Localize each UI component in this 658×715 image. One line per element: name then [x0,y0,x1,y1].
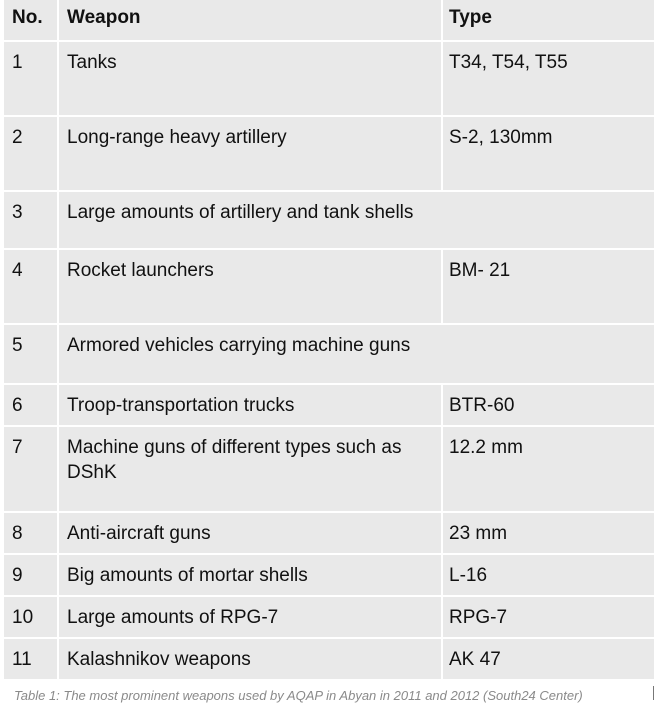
table-row [4,427,654,513]
row-weapon: Anti-aircraft guns [67,523,211,544]
table-row [4,250,654,325]
row-weapon: Troop-transportation trucks [67,395,295,416]
row-type: AK 47 [449,649,501,670]
header-type: Type [449,7,492,28]
table-caption: Table 1: The most prominent weapons used by AQAP in Abyan in 2011 and 2012 (South24 Center) [14,688,583,703]
table-row [4,639,654,681]
row-weapon: Rocket launchers [67,260,214,281]
row-weapon: Large amounts of artillery and tank shells [67,202,414,223]
row-type: BTR-60 [449,395,515,416]
row-no: 1 [12,52,23,73]
table-row [4,597,654,639]
header-no: No. [12,7,43,28]
row-type: S-2, 130mm [449,127,553,148]
row-type: 23 mm [449,523,508,544]
table-row [4,42,654,117]
table-row [4,555,654,597]
row-no: 2 [12,127,23,148]
table-row [4,385,654,427]
row-type: L-16 [449,565,488,586]
row-no: 8 [12,523,23,544]
table-row [4,325,654,385]
row-no: 3 [12,202,23,223]
table-header-row [4,0,654,42]
row-weapon: Kalashnikov weapons [67,649,251,670]
row-no: 6 [12,395,23,416]
text-cursor-mark [653,686,654,700]
row-no: 7 [12,437,23,458]
row-weapon: Tanks [67,52,117,73]
row-type: RPG-7 [449,607,508,628]
row-no: 4 [12,260,23,281]
row-no: 9 [12,565,23,586]
row-weapon: Armored vehicles carrying machine guns [67,335,411,356]
weapons-table [4,0,654,681]
row-no: 10 [12,607,34,628]
table-row [4,117,654,192]
table-row [4,513,654,555]
row-weapon: Long-range heavy artillery [67,127,287,148]
row-type: 12.2 mm [449,437,523,458]
row-no: 5 [12,335,23,356]
row-weapon: Machine guns of different types such as DShK [67,437,402,483]
row-weapon: Large amounts of RPG-7 [67,607,279,628]
row-no: 11 [12,649,32,670]
row-type: T34, T54, T55 [449,52,568,73]
row-weapon: Big amounts of mortar shells [67,565,308,586]
header-weapon: Weapon [67,7,141,28]
table-row [4,192,654,250]
row-type: BM- 21 [449,260,511,281]
